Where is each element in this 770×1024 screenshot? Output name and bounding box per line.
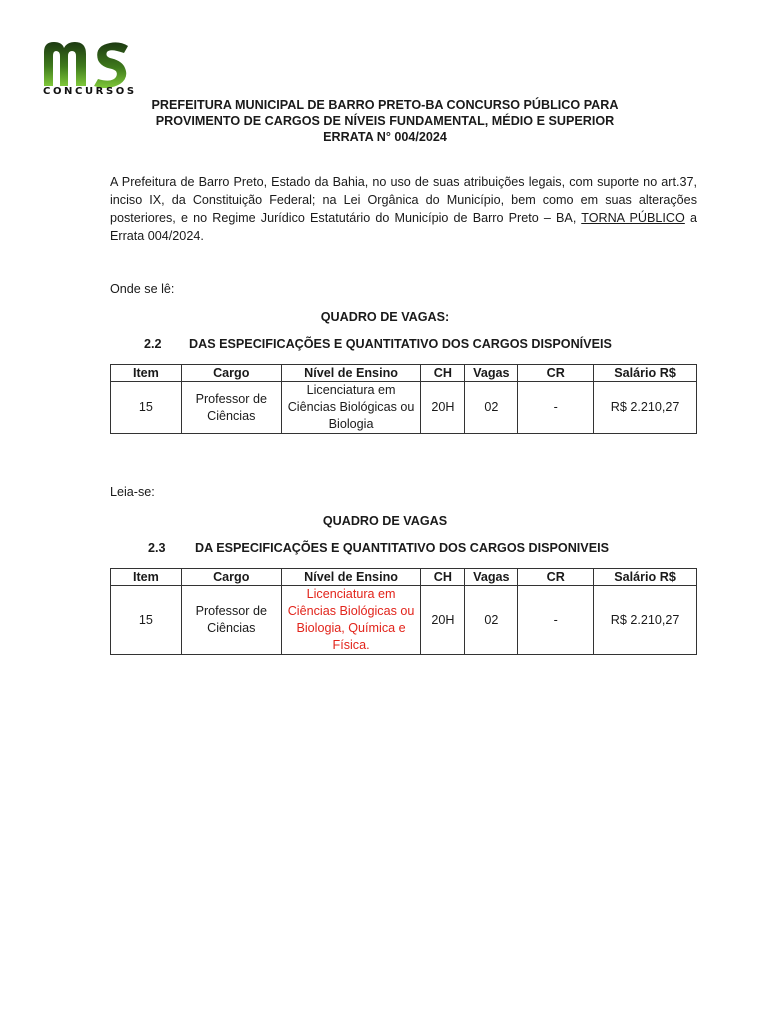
col-salario: Salário R$ bbox=[594, 569, 697, 586]
cell-vagas: 02 bbox=[465, 382, 518, 434]
vagas-table-corrected bbox=[110, 568, 697, 655]
cell-item: 15 bbox=[111, 382, 182, 434]
col-ch: CH bbox=[421, 365, 465, 382]
ms-logo-mark bbox=[40, 40, 132, 88]
ms-concursos-logo bbox=[40, 40, 137, 100]
intro-paragraph bbox=[110, 173, 697, 245]
cell-cr: - bbox=[518, 382, 594, 434]
quadro-de-vagas-title: QUADRO DE VAGAS: bbox=[320, 310, 450, 324]
col-item: Item bbox=[111, 569, 182, 586]
col-nivel: Nível de Ensino bbox=[281, 365, 421, 382]
document-header bbox=[110, 97, 660, 145]
cell-salario: R$ 2.210,27 bbox=[594, 586, 697, 655]
header-line-1: PREFEITURA MUNICIPAL DE BARRO PRETO-BA CONCURSO PÚBLICO PARA bbox=[151, 98, 619, 112]
col-vagas: Vagas bbox=[465, 569, 518, 586]
intro-text: A Prefeitura de Barro Preto, Estado da Bahia, no uso de suas atribuições legais, com suporte no art.37, inciso IX, da Constituição Federal; na Lei Orgânica do Município, bem como em suas alterações posteriores, e no Regime Jurídico Estatutário do Município de Barro Preto – BA, bbox=[110, 175, 697, 225]
col-cargo: Cargo bbox=[181, 569, 281, 586]
errata-title: ERRATA N° 004/2024 bbox=[323, 130, 447, 144]
col-vagas: Vagas bbox=[465, 365, 518, 382]
cell-cr: - bbox=[518, 586, 594, 655]
quadro-de-vagas-title-corrected: QUADRO DE VAGAS bbox=[322, 514, 448, 528]
intro-text-end: a Errata 004/2024. bbox=[110, 211, 697, 243]
onde-se-le-label: Onde se lê: bbox=[110, 282, 175, 296]
cell-cargo: Professor de Ciências bbox=[181, 382, 281, 434]
torna-publico: TORNA PÚBLICO bbox=[581, 211, 685, 225]
section-title: DA ESPECIFICAÇÕES E QUANTITATIVO DOS CARGOS DISPONIVEIS bbox=[195, 541, 610, 555]
col-salario: Salário R$ bbox=[594, 365, 697, 382]
cell-ch: 20H bbox=[421, 382, 465, 434]
table-row bbox=[111, 586, 697, 655]
header-line-2: PROVIMENTO DE CARGOS DE NÍVEIS FUNDAMENTAL, MÉDIO E SUPERIOR bbox=[155, 114, 615, 128]
table-row bbox=[111, 382, 697, 434]
cell-ch: 20H bbox=[421, 586, 465, 655]
section-title: DAS ESPECIFICAÇÕES E QUANTITATIVO DOS CARGOS DISPONÍVEIS bbox=[189, 337, 612, 351]
cell-nivel: Licenciatura em Ciências Biológicas ou Biologia bbox=[281, 382, 421, 434]
cell-salario: R$ 2.210,27 bbox=[594, 382, 697, 434]
logo-caption: CONCURSOS bbox=[43, 86, 137, 97]
cell-cargo: Professor de Ciências bbox=[181, 586, 281, 655]
col-nivel: Nível de Ensino bbox=[281, 569, 421, 586]
table-header-row bbox=[111, 365, 697, 382]
table-header-row bbox=[111, 569, 697, 586]
section-number: 2.3 bbox=[148, 541, 166, 555]
col-ch: CH bbox=[421, 569, 465, 586]
col-item: Item bbox=[111, 365, 182, 382]
cell-item: 15 bbox=[111, 586, 182, 655]
col-cr: CR bbox=[518, 569, 594, 586]
cell-nivel-highlighted: Licenciatura em Ciências Biológicas ou Biologia, Química e Física. bbox=[281, 586, 421, 655]
leia-se-label: Leia-se: bbox=[110, 485, 155, 499]
cell-vagas: 02 bbox=[465, 586, 518, 655]
vagas-table-original bbox=[110, 364, 697, 434]
col-cr: CR bbox=[518, 365, 594, 382]
section-number: 2.2 bbox=[144, 337, 162, 351]
col-cargo: Cargo bbox=[181, 365, 281, 382]
